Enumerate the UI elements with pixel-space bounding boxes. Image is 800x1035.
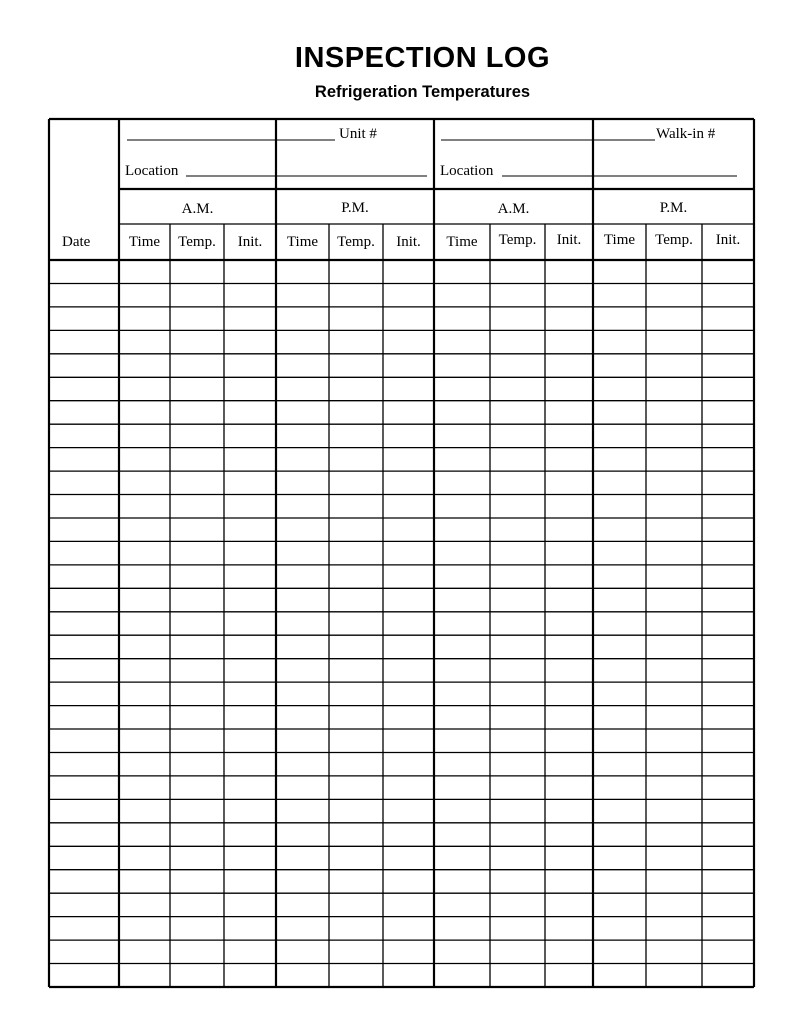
unit-pm-init-header: Init.: [396, 234, 421, 250]
unit-am-temp-header: Temp.: [178, 234, 216, 250]
walkin-location-label: Location: [440, 163, 494, 179]
unit-pm-header: P.M.: [341, 200, 369, 216]
walkin-pm-temp-header: Temp.: [655, 232, 693, 248]
page-subtitle: Refrigeration Temperatures: [314, 83, 531, 101]
page-title: INSPECTION LOG: [294, 42, 551, 74]
walkin-pm-time-header: Time: [603, 232, 636, 248]
walkin-am-time-header: Time: [446, 234, 478, 250]
date-column-header: Date: [62, 234, 91, 250]
walkin-am-temp-header: Temp.: [498, 232, 537, 248]
walkin-pm-header: P.M.: [659, 200, 688, 216]
walkin-am-header: A.M.: [497, 201, 530, 217]
unit-am-init-header: Init.: [237, 234, 263, 250]
walkin-pm-init-header: Init.: [715, 232, 741, 248]
unit-pm-temp-header: Temp.: [337, 234, 375, 250]
unit-number-label: Unit #: [339, 126, 377, 142]
walkin-am-init-header: Init.: [556, 232, 582, 248]
unit-location-label: Location: [125, 163, 179, 179]
walkin-number-label: Walk-in #: [656, 126, 716, 142]
unit-am-time-header: Time: [128, 234, 161, 250]
unit-pm-time-header: Time: [286, 234, 319, 250]
unit-am-header: A.M.: [181, 201, 214, 217]
